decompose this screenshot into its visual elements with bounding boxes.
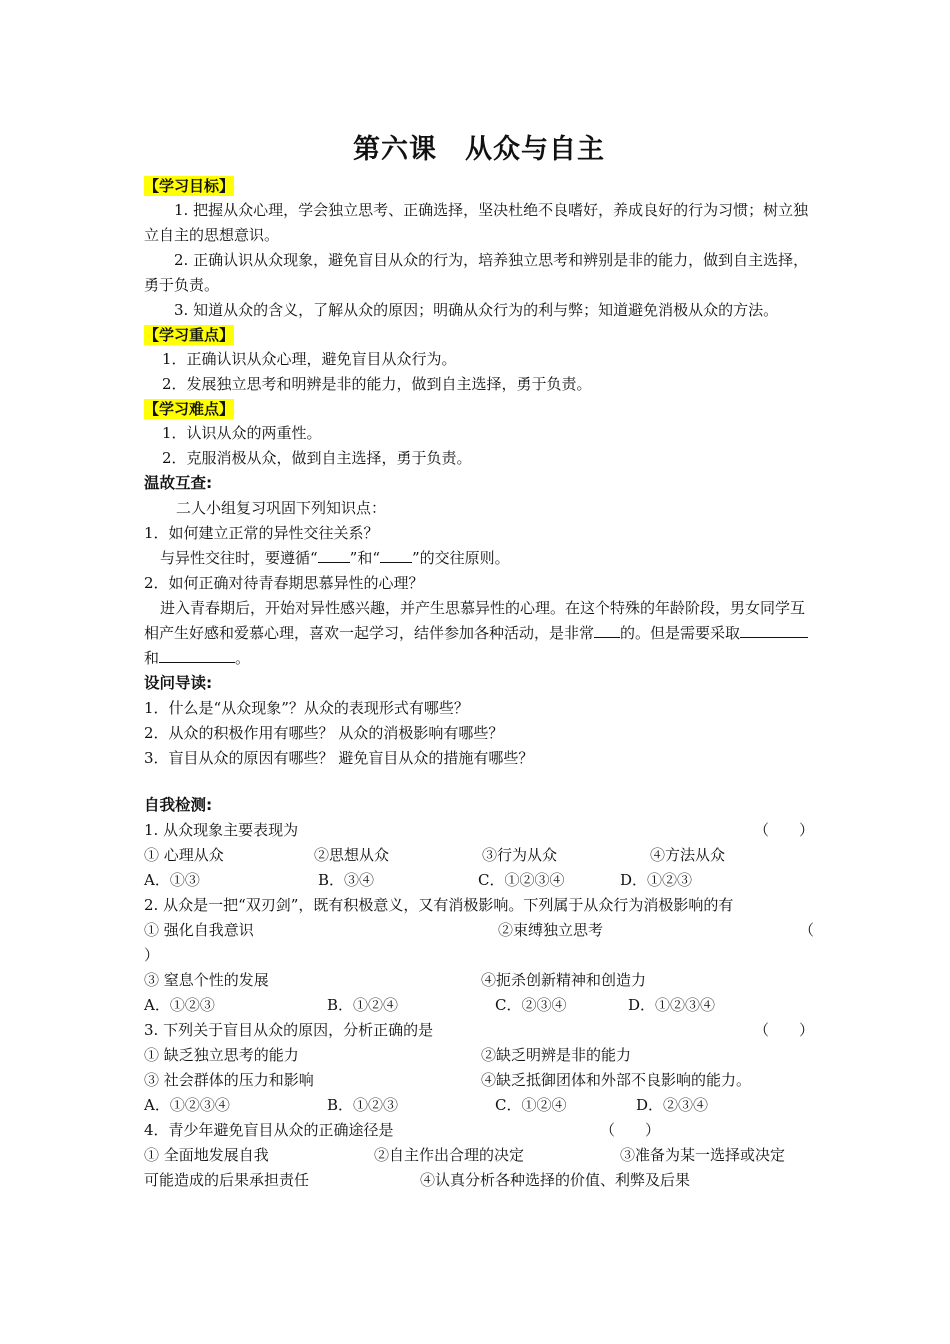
page-title: 第六课 从众与自主 — [353, 134, 605, 165]
answer-bracket-close[interactable]: ） — [144, 946, 160, 964]
question-1 — [144, 818, 814, 843]
option: ① 强化自我意识 — [144, 921, 254, 939]
answer-text: 和 — [144, 649, 160, 667]
answer-bracket[interactable]: （ ） — [600, 1121, 661, 1139]
option: ③ 社会群体的压力和影响 — [144, 1071, 314, 1089]
fill-blank[interactable] — [159, 646, 235, 663]
worksheet-page — [144, 130, 814, 1193]
choice[interactable]: C．②③④ — [495, 996, 567, 1014]
answer-text: 。 — [235, 649, 251, 667]
choice[interactable]: D．①②③ — [620, 871, 693, 889]
option: ③ 窒息个性的发展 — [144, 971, 269, 989]
goal-item: 3. 知道从众的含义，了解从众的原因；明确从众行为的利与弊；知道避免消极从众的方法。 — [174, 301, 779, 319]
goals-heading: 【学习目标】 — [144, 177, 235, 195]
selftest-heading: 自我检测: — [144, 796, 213, 814]
choice-row — [144, 868, 814, 893]
question-2: 2. 从众是一把“双刃剑”，既有积极意义，又有消极影响。下列属于从众行为消极影响的有 — [144, 896, 734, 914]
fill-blank[interactable] — [380, 546, 412, 563]
choice[interactable]: A．①②③④ — [144, 1096, 230, 1114]
answer-bracket[interactable]: （ ） — [753, 1021, 814, 1039]
difficulty-item: 1．认识从众的两重性。 — [162, 424, 322, 442]
choice[interactable]: B．①②④ — [327, 996, 399, 1014]
review-answer-line — [144, 546, 814, 571]
question-4 — [144, 1118, 814, 1143]
selftest-section — [144, 793, 814, 1193]
fill-blank[interactable] — [740, 621, 808, 638]
option: ②束缚独立思考 — [498, 921, 604, 939]
option: ① 全面地发展自我 — [144, 1146, 269, 1164]
option: ②思想从众 — [314, 846, 390, 864]
option-row — [144, 843, 814, 868]
goal-item: 2. 正确认识从众现象，避免盲目从众的行为，培养独立思考和辨别是非的能力，做到自主选择，勇于负责。 — [144, 251, 809, 294]
choice[interactable]: B．①②③ — [327, 1096, 399, 1114]
guide-item: 3．盲目从众的原因有哪些？ 避免盲目从众的措施有哪些？ — [144, 749, 534, 767]
answer-text: 进入青春期后，开始对异性感兴趣，并产生思慕异性的心理。在这个特殊的年龄阶段，男女同学互相产生好感和爱慕心理，喜欢一起学习，结伴参加各种活动，是非常 — [144, 599, 806, 642]
choice[interactable]: C．①②④ — [495, 1096, 567, 1114]
option-row — [144, 1068, 814, 1093]
choice[interactable]: C．①②③④ — [478, 871, 565, 889]
answer-bracket-open[interactable]: （ — [798, 921, 814, 939]
fill-blank[interactable] — [318, 546, 350, 563]
option: ③行为从众 — [482, 846, 558, 864]
choice-row — [144, 993, 814, 1018]
answer-text: 与异性交往时，要遵循“ — [160, 549, 318, 567]
option: ① 缺乏独立思考的能力 — [144, 1046, 299, 1064]
option: ②自主作出合理的决定 — [374, 1146, 525, 1164]
option: ④认真分析各种选择的价值、利弊及后果 — [420, 1171, 691, 1189]
keypoint-item: 2．发展独立思考和明辨是非的能力，做到自主选择，勇于负责。 — [162, 375, 592, 393]
question-3 — [144, 1018, 814, 1043]
answer-text: 的。但是需要采取 — [620, 624, 741, 642]
choice-row — [144, 1093, 814, 1118]
option-row — [144, 1143, 814, 1168]
review-heading: 温故互查: — [144, 474, 213, 492]
answer-bracket[interactable]: （ ） — [753, 821, 814, 839]
review-question: 2．如何正确对待青春期思慕异性的心理？ — [144, 574, 424, 592]
option-row — [144, 1168, 814, 1193]
goals-section — [144, 174, 814, 323]
option: ③准备为某一选择或决定 — [620, 1146, 786, 1164]
answer-text: ”和“ — [349, 549, 381, 567]
option-row — [144, 918, 814, 943]
keypoints-section — [144, 323, 814, 397]
guide-item: 1．什么是“从众现象”？从众的表现形式有哪些？ — [144, 699, 469, 717]
option: ① 心理从众 — [144, 846, 224, 864]
choice[interactable]: D．②③④ — [636, 1096, 709, 1114]
review-intro: 二人小组复习巩固下列知识点： — [176, 499, 387, 517]
review-section — [144, 471, 814, 671]
fill-blank[interactable] — [594, 621, 620, 638]
keypoint-item: 1．正确认识从众心理，避免盲目从众行为。 — [162, 350, 457, 368]
difficulties-heading: 【学习难点】 — [144, 400, 235, 418]
question-stem: 4．青少年避免盲目从众的正确途径是 — [144, 1121, 394, 1139]
keypoints-heading: 【学习重点】 — [144, 326, 235, 344]
choice[interactable]: B．③④ — [318, 871, 375, 889]
question-stem: 1. 从众现象主要表现为 — [144, 821, 299, 839]
goal-item: 1. 把握从众心理，学会独立思考、正确选择，坚决杜绝不良嗜好，养成良好的行为习惯；树立独立自主的思想意识。 — [144, 201, 809, 244]
review-answer-paragraph — [144, 596, 814, 671]
question-stem: 3. 下列关于盲目从众的原因，分析正确的是 — [144, 1021, 434, 1039]
option: ④缺乏抵御团体和外部不良影响的能力。 — [481, 1071, 752, 1089]
difficulties-section — [144, 397, 814, 471]
option: 可能造成的后果承担责任 — [144, 1171, 310, 1189]
choice[interactable]: A．①③ — [144, 871, 200, 889]
guide-heading: 设问导读: — [144, 674, 213, 692]
guide-section — [144, 671, 814, 771]
guide-item: 2．从众的积极作用有哪些？ 从众的消极影响有哪些？ — [144, 724, 504, 742]
option: ④扼杀创新精神和创造力 — [481, 971, 647, 989]
option: ②缺乏明辨是非的能力 — [481, 1046, 632, 1064]
option-row — [144, 968, 814, 993]
answer-text: ”的交往原则。 — [412, 549, 510, 567]
option: ④方法从众 — [650, 846, 726, 864]
choice[interactable]: A．①②③ — [144, 996, 215, 1014]
review-question: 1．如何建立正常的异性交往关系？ — [144, 524, 379, 542]
option-row — [144, 1043, 814, 1068]
choice[interactable]: D．①②③④ — [628, 996, 716, 1014]
difficulty-item: 2．克服消极从众，做到自主选择，勇于负责。 — [162, 449, 472, 467]
